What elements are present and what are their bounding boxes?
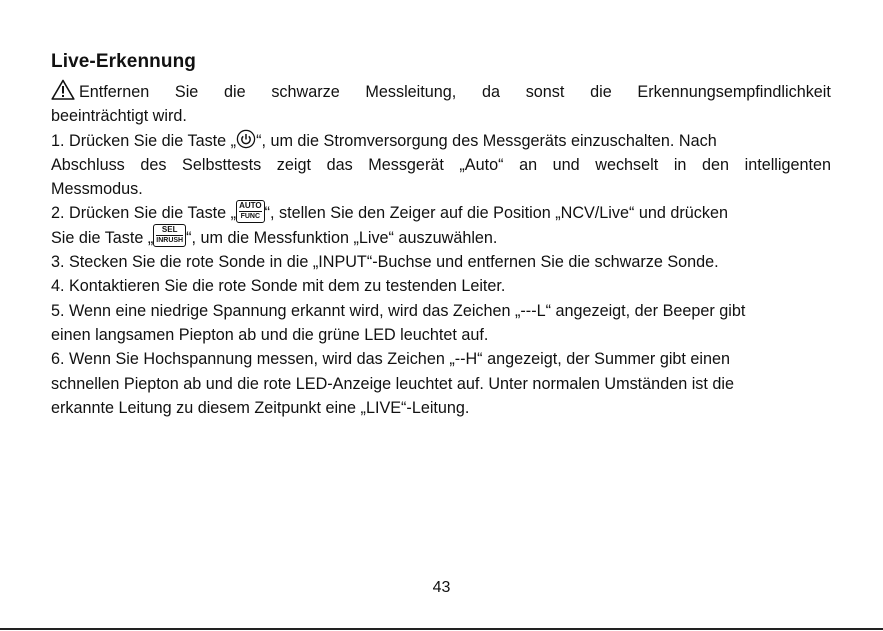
warning-word: Erkennungsempfindlichkeit [637, 83, 831, 101]
step-1-line-3: Messmodus. [51, 180, 143, 199]
power-button-icon [236, 129, 256, 149]
step-2b-text-post: “, um die Messfunktion „Live“ auszuwählen. [186, 228, 498, 247]
warning-line-2: beeinträchtigt wird. [51, 107, 187, 126]
step-2-line-2 [51, 226, 831, 250]
step-1-text-post: “, um die Stromversorgung des Messgeräts einzuschalten. Nach [256, 131, 717, 150]
step-1-line-1 [51, 129, 831, 153]
sel-inrush-key-icon: SEL INRUSH [153, 224, 186, 247]
step-2b-text-pre: Sie die Taste „ [51, 228, 154, 247]
step-6-line-3: erkannte Leitung zu diesem Zeitpunkt eine „LIVE“-Leitung. [51, 398, 470, 417]
bottom-divider [0, 628, 883, 630]
warning-word: Entfernen [79, 83, 150, 101]
warning-triangle-icon [51, 79, 75, 100]
step-2-line-1 [51, 201, 831, 225]
step-5-line-1: 5. Wenn eine niedrige Spannung erkannt wird, wird das Zeichen „---L“ angezeigt, der Beeper gibt [51, 301, 746, 320]
warning-word: die [590, 83, 612, 101]
step-6-line-2: schnellen Piepton ab und die rote LED-Anzeige leuchtet auf. Unter normalen Umständen ist die [51, 374, 734, 393]
step-2-text-post: “, stellen Sie den Zeiger auf die Position „NCV/Live“ und drücken [264, 204, 728, 223]
step-4: 4. Kontaktieren Sie die rote Sonde mit dem zu testenden Leiter. [51, 277, 506, 296]
warning-word: die [224, 83, 246, 101]
body-text [51, 80, 831, 420]
step-3: 3. Stecken Sie die rote Sonde in die „INPUT“-Buchse und entfernen Sie die schwarze Sonde. [51, 253, 719, 272]
warning-word: da [481, 83, 500, 101]
warning-word: Sie [174, 83, 199, 101]
page-number: 43 [432, 579, 451, 596]
auto-func-key-icon: AUTO FUNC [236, 200, 265, 223]
warning-word: sonst [525, 83, 565, 101]
step-2-text-pre: 2. Drücken Sie die Taste „ [51, 204, 237, 223]
warning-word: Messleitung, [365, 83, 457, 101]
section-heading: Live-Erkennung [51, 51, 196, 72]
step-5-line-2: einen langsamen Piepton ab und die grüne LED leuchtet auf. [51, 325, 489, 344]
step-6-line-1: 6. Wenn Sie Hochspannung messen, wird das Zeichen „--H“ angezeigt, der Summer gibt einen [51, 350, 731, 369]
warning-line-1 [51, 80, 831, 104]
step-1-text-pre: 1. Drücken Sie die Taste „ [51, 131, 237, 150]
step-1-line-2: Abschluss des Selbsttests zeigt das Messgerät „Auto“ an und wechselt in den intelligenten [51, 155, 831, 174]
warning-word: schwarze [271, 83, 340, 101]
